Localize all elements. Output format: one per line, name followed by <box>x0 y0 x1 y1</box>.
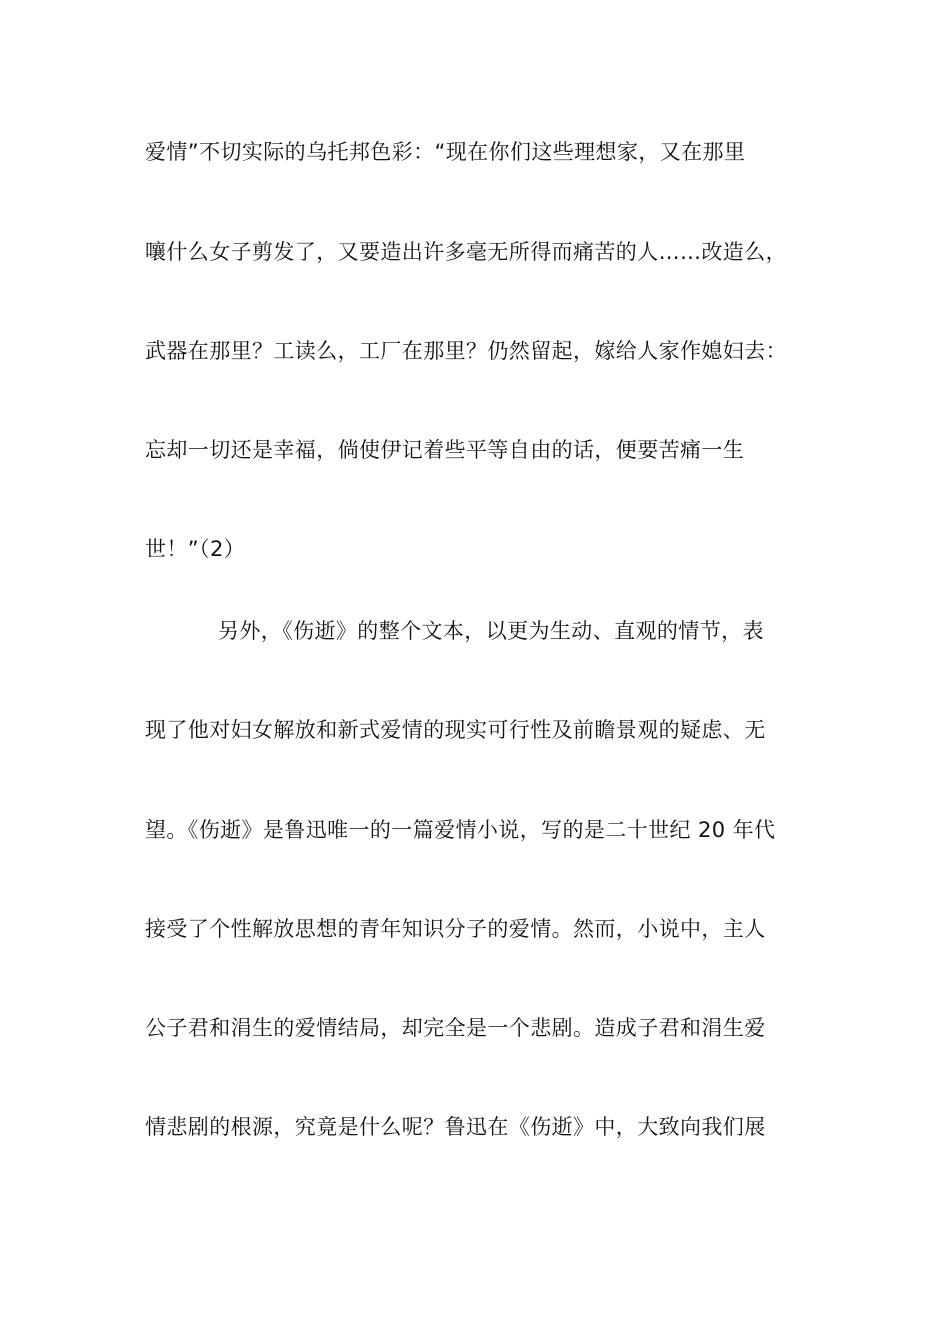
text-line: 爱情”不切实际的乌托邦色彩：“现在你们这些理想家，又在那里 <box>145 140 746 164</box>
text-line: 忘却一切还是幸福，倘使伊记着些平等自由的话，便要苦痛一生 <box>145 438 745 462</box>
paragraph-first-line: 另外，《伤逝》的整个文本，以更为生动、直观的情节，表 <box>218 619 764 643</box>
text-line: 情悲剧的根源，究竟是什么呢？鲁迅在《伤逝》中，大致向我们展 <box>145 1115 766 1139</box>
text-line: 望。《伤逝》是鲁迅唯一的一篇爱情小说，写的是二十世纪 20 年代 <box>145 818 776 842</box>
text-line: 武器在那里？工读么，工厂在那里？仍然留起，嫁给人家作媳妇去： <box>145 339 787 363</box>
text-line: 世！”（2） <box>145 537 246 561</box>
text-line: 嚷什么女子剪发了，又要造出许多毫无所得而痛苦的人……改造么， <box>145 240 787 264</box>
text-line: 现了他对妇女解放和新式爱情的现实可行性及前瞻景观的疑虑、无 <box>145 718 766 742</box>
text-line: 公子君和涓生的爱情结局，却完全是一个悲剧。造成子君和涓生爱 <box>145 1016 766 1040</box>
text-line: 接受了个性解放思想的青年知识分子的爱情。然而，小说中，主人 <box>145 917 766 941</box>
